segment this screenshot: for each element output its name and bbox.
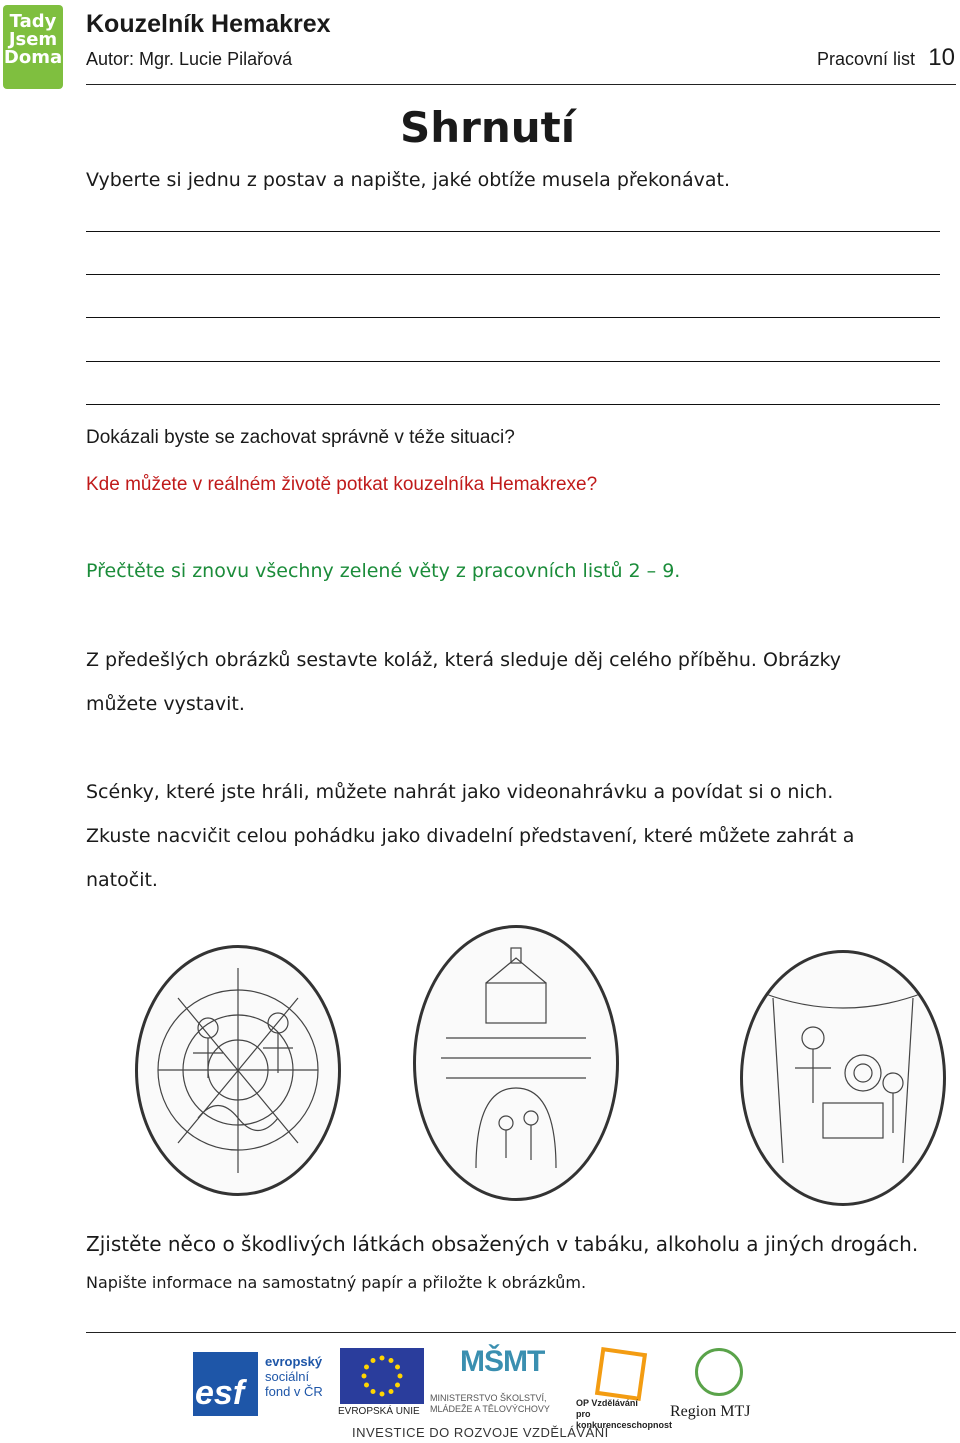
task-note-attach: Napište informace na samostatný papír a přiložte k obrázkům. [86, 1273, 587, 1292]
tady-jsem-doma-logo [3, 5, 63, 89]
eu-flag-icon [340, 1348, 424, 1404]
illustration-castle-garden [413, 925, 619, 1201]
esf-line: evropský [265, 1354, 323, 1369]
paragraph-line: Z předešlých obrázků sestavte koláž, která sleduje děj celého příběhu. Obrázky [86, 649, 842, 671]
esf-line: sociální [265, 1369, 310, 1384]
msmt-logo [430, 1345, 570, 1423]
answer-line [86, 274, 940, 275]
question-real-life: Kde můžete v reálném životě potkat kouzelníka Hemakrexe? [86, 474, 598, 495]
answer-line [86, 231, 940, 232]
author-line: Autor: Mgr. Lucie Pilařová [86, 49, 293, 69]
answer-line [86, 317, 940, 318]
question-same-situation: Dokázali byste se zachovat správně v téže situaci? [86, 427, 515, 448]
task-reread-green: Přečtěte si znovu všechny zelené věty z pracovních listů 2 – 9. [86, 560, 681, 582]
paragraph-collage [86, 638, 956, 726]
logo-line: Jsem [8, 29, 58, 50]
msmt-mark: MŠMT [460, 1345, 545, 1378]
illustration-stage-scene [740, 950, 946, 1206]
region-label: Region MTJ [670, 1403, 751, 1420]
header-divider [86, 84, 956, 85]
msmt-line: MLÁDEŽE A TĚLOVÝCHOVY [430, 1404, 550, 1414]
document-title: Kouzelník Hemakrex [86, 10, 331, 38]
esf-line: fond v ČR [265, 1384, 323, 1399]
worksheet-label: Pracovní list [816, 49, 915, 69]
paragraph-line: Scénky, které jste hráli, můžete nahrát jako videonahrávku a povídat si o nich. [86, 781, 834, 803]
worksheet-number: 10 [928, 44, 955, 71]
esf-logo [193, 1350, 328, 1422]
msmt-line: MINISTERSTVO ŠKOLSTVÍ, [430, 1393, 547, 1403]
eu-label: EVROPSKÁ UNIE [338, 1406, 420, 1417]
page-heading: Shrnutí [400, 103, 576, 152]
paragraph-line: Zkuste nacvičit celou pohádku jako divadelní představení, které můžete zahrát a [86, 825, 855, 847]
logo-line: Tady [9, 11, 57, 32]
answer-line [86, 404, 940, 405]
op-line: pro konkurenceschopnost [576, 1409, 673, 1430]
task-character-obstacles: Vyberte si jednu z postav a napište, jaké obtíže musela překonávat. [86, 169, 730, 191]
footer-divider [86, 1332, 956, 1333]
illustration-spider-web-scene [135, 945, 341, 1196]
esf-mark-text: esf [195, 1374, 245, 1412]
investice-slogan: INVESTICE DO ROZVOJE VZDĚLÁVÁNÍ [352, 1425, 609, 1440]
region-mtj-logo [670, 1345, 770, 1425]
paragraph-scenes [86, 770, 956, 902]
paragraph-line: natočit. [86, 869, 158, 891]
paragraph-line: můžete vystavit. [86, 693, 245, 715]
task-harmful-substances: Zjistěte něco o škodlivých látkách obsažených v tabáku, alkoholu a jiných drogách. [86, 1232, 919, 1256]
logo-line: Doma [3, 47, 63, 68]
answer-line [86, 361, 940, 362]
op-vk-logo [576, 1346, 673, 1430]
op-line: OP Vzdělávání [576, 1398, 638, 1408]
